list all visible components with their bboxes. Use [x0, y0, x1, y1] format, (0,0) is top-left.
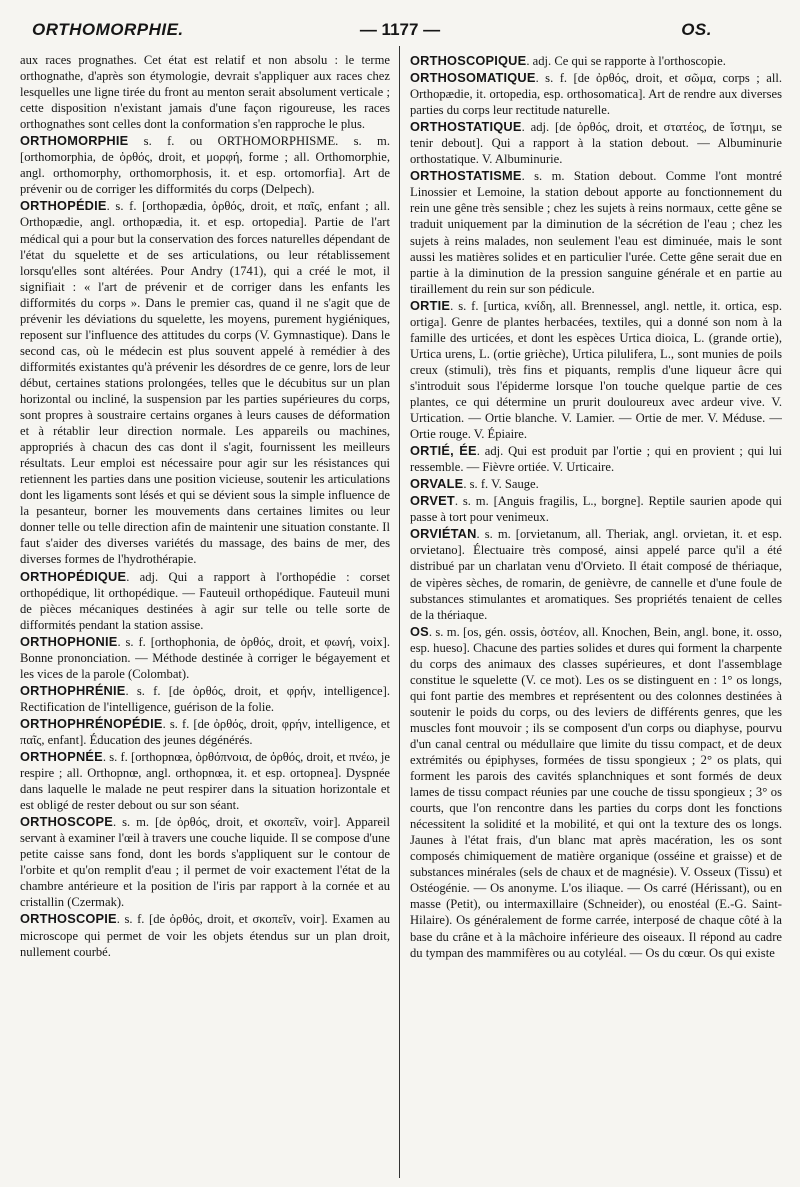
dictionary-entry [20, 133, 390, 197]
entry-continuation [20, 52, 390, 132]
entry-text: aux races prognathes. Cet état est relatif et non absolu : le terme orthognathe, d'après son étymologie, devrait s'appliquer aux races chez lesquelles une ligne tirée du front au menton serait absolument verticale ; cette disposition n'existant jamais d'une façon rigoureuse, les races orthognathes sont celles dont la conformation s'en rapproche le plus. [20, 53, 390, 132]
entry-text: . s. f. [de ὀρθός, droit, et σῶμα, corps ; all. Orthopædie, it. ortopedia, esp. orthosomatica]. Art de rendre aux diverses parties du corps leur rectitude naturelle. [410, 71, 782, 118]
entry-headword: ORTHOPHONIE [20, 633, 118, 649]
dictionary-entry [410, 443, 782, 475]
column-divider [399, 46, 400, 1178]
dictionary-entry [20, 911, 390, 959]
entry-text: . s. f. [de ὀρθός, droit, φρήν, intelligence, et παῖς, enfant]. Éducation des jeunes dégénérés. [20, 716, 390, 747]
dictionary-entry [410, 493, 782, 525]
dictionary-entry [410, 119, 782, 167]
entry-headword: ORTHOPÉDIQUE [20, 568, 127, 584]
dictionary-entry [20, 198, 390, 567]
entry-text: . adj. [de ὀρθός, droit, et στατέος, de ἵστημι, se tenir debout]. Qui a rapport à la station debout. — Albuminurie orthostatique. V. Albuminurie. [410, 120, 782, 167]
entry-headword: ORTHOPÉDIE [20, 198, 107, 214]
entry-text: . adj. Ce qui se rapporte à l'orthoscopie. [526, 54, 726, 68]
entry-text: . s. f. [orthopædia, ὀρθός, droit, et παῖς, enfant ; all. Orthopædie, angl. orthopædia, it. et esp. ortopedia]. Partie de l'art médical qui a pour but la conservation des forces naturelles dépendant de l'état du squelette et de ses articulations, ou leur rétablissement lorsqu'elles sont altérées. Pour Andry (1741), qui a créé le mot, il signifiait : « l'art de prévenir et de corriger dans les enfants les difformités du corps ». Dans le premier cas, quand il ne s'agit que de prévenir les déviations du squelette, les moyens, purement hygiéniques, reposent sur l'influence des attitudes du corps (V. Gymnastique). Dans le second cas, où le médecin est plus souvent appelé à remédier à des difformités existantes qu'à prévenir les désordres de ce genre, lors de leur début, certaines stations prolongées, telles que le décubitus sur un plan horizontal ou incliné, la suspension par les parties supérieures du corps, sont propres à soustraire certains organes à leurs causes de déformation et à rétablir leur direction normale. Les appareils ou machines, appropriés à chacun des cas dont il s'agit, fournissent les meilleurs résultats. Leur emploi est nécessaire pour agir sur les résistances qui retiennent les parties dans une position vicieuse, soutenir les articulations dont les ligaments sont lésés et qui se dévient sous la simple influence de la pesanteur, borner les mouvements dans certaines limites ou leur donner telle ou telle direction afin de maintenir une situation constante. Il faut s'aider des diverses variétés du massage, des bains de mer, des diverses formes de l'hydrothérapie. [20, 199, 390, 567]
entry-text: s. f. ou ORTHOMORPHISME. s. m. [orthomorphia, de ὀρθός, droit, et μορφή, forme ; all. Orthomorphie, angl. orthomorphy, orthomorphosis, it. et esp. ortomorfia]. Art de prévenir ou de corriger les difformités du corps (Delpech). [20, 134, 390, 197]
entry-text: . adj. Qui est produit par l'ortie ; qui en provient ; qui lui ressemble. — Fièvre ortiée. V. Urticaire. [410, 444, 782, 475]
dictionary-entry [410, 298, 782, 442]
entry-headword: ORTHOPNÉE [20, 749, 103, 765]
entry-text: . s. f. [orthopnœa, ὀρθόπνοια, de ὀρθός, droit, et πνέω, je respire ; all. Orthopnœ, angl. orthopnœa, it. et esp. ortopnea]. Dyspnée dans laquelle le malade ne peut respirer dans la situation horizontale et est obligé de rester debout ou sur son séant. [20, 750, 390, 813]
dictionary-entry [410, 624, 782, 961]
dictionary-entry [20, 814, 390, 910]
entry-headword: ORTHOSTATISME [410, 168, 522, 184]
entry-headword: ORTHOSTATIQUE [410, 119, 522, 135]
dictionary-entry [410, 53, 782, 69]
entry-headword: ORTHOPHRÉNIE [20, 682, 126, 698]
running-head-left: ORTHOMORPHIE. [32, 20, 184, 39]
entry-headword: ORTHOSCOPIQUE [410, 53, 527, 68]
entry-headword: ORTHOPHRÉNOPÉDIE [20, 715, 163, 731]
entry-headword: ORVET [410, 493, 455, 509]
entry-headword: ORTHOSCOPIE [20, 911, 117, 927]
entry-text: . s. f. [de ὀρθός, droit, et φρήν, intelligence]. Rectification de l'intelligence, guérison de la folie. [20, 683, 390, 714]
page-number: — 1177 — [359, 20, 441, 39]
entry-headword: ORTHOMORPHIE [20, 133, 129, 149]
entry-headword: OS [410, 623, 429, 639]
dictionary-entry [20, 569, 390, 633]
entry-text: . s. m. [orvietanum, all. Theriak, angl. orvietan, it. et esp. orvietano]. Électuaire très composé, ainsi appelé parce qu'il a été distribué par un charlatan venu d'Orvieto. Il était composé de thériaque, de vipères sèches, de romarin, de genièvre, de cannelle et d'une foule de substances stimulantes et aromatiques. Ses propriétés tenaient de celles de la thériaque. [410, 527, 782, 622]
entry-headword: ORTHOSOMATIQUE [410, 70, 536, 86]
dictionary-entry [20, 683, 390, 715]
entry-headword: ORTIE [410, 297, 451, 313]
entry-text: . s. m. [os, gén. ossis, ὀστέον, all. Knochen, Bein, angl. bone, it. osso, esp. hueso]. Chacune des parties solides et dures qui forment la charpente du corps des animaux des classes supérieures, et dont l'assemblage constitue le squelette (V. ce mot). Les os se distinguent en : 1° os longs, qui font partie des membres et représentent ou des colonnes destinées à soutenir le poids du corps, ou des leviers de différents genres, que les muscles font mouvoir ; ils se composent d'un corps ou diaphyse, pourvu d'un canal central ou médullaire que limite du tissu compact, et de deux extrémités ou épiphyses, formées de tissu spongieux ; 2° os plats, qui forment les parois des cavités splanchniques et sont formés de deux lames de tissu compact réunies par une couche de tissu spongieux ; 3° os courts, que l'on rencontre dans les parties du corps dont les fonctions nécessitent la solidité et la mobilité, et qui ont la texture des os longs. Jaunes à l'état frais, d'un blanc mat après macération, les os sont composés chimiquement de matière organique (osséine et graisse) et de substances minérales (sels de chaux et de magnésie). V. Osseux (Tissu) et Ostéogénie. — Os anonyme. L'os iliaque. — Os carré (Hérissant), ou en masse (Petit), ou intermaxillaire (Schneider), ou enostéal (E.-G. Saint-Hilaire). Os généralement de forme carrée, interposé de chaque côté à la base du crâne et à la mâchoire inférieure des oiseaux. Il répond au cadre du tympan des mammifères ou au cotyléal. — Os du cœur. Os qui existe [410, 624, 782, 960]
entry-text: . adj. Qui a rapport à l'orthopédie : corset orthopédique, lit orthopédique. — Fauteuil orthopédique. Fauteuil muni de pièces mécaniques destinées à agir sur telle ou telle sorte de difformités pendant la station assise. [20, 569, 390, 632]
dictionary-entry [20, 634, 390, 682]
entry-text: . s. f. [de ὀρθός, droit, et σκοπεῖν, voir]. Examen au microscope qui permet de voir les objets étendus sur un plan droit, nullement courbé. [20, 912, 390, 959]
page-header [28, 16, 772, 42]
entry-text: . s. m. [de ὀρθός, droit, et σκοπεῖν, voir]. Appareil servant à examiner l'œil à travers une couche liquide. Il se compose d'une petite caisse sans fond, dont les bords s'appliquent sur le contour de l'orbite et qu'on remplit d'eau ; il permet de voir exactement l'état de la chambre antérieure et la position de l'iris par rapport à la cornée et au cristallin (Czermak). [20, 815, 390, 910]
right-column [410, 52, 782, 1180]
entry-headword: ORVIÉTAN [410, 526, 477, 542]
entry-headword: ORTHOSCOPE [20, 814, 114, 830]
dictionary-entry [410, 526, 782, 622]
entry-text: . s. m. Station debout. Comme l'ont montré Linossier et Lemoine, la station debout apporte au fonctionnement du rein une gêne très sensible ; chez les sujets à reins normaux, cette gêne se traduit uniquement par la diminution de la sécrétion de l'eau ; chez les sujets à reins malades, non seulement l'eau est diminuée, mais le sont aussi les matières solides et en particulier l'urée. Cette gêne serait due en partie à la diminution de la pression sanguine générale et en partie au tiraillement du rein sur son pédicule. [410, 169, 782, 296]
dictionary-entry [410, 70, 782, 118]
dictionary-entry [410, 168, 782, 296]
entry-headword: ORTIÉ, ÉE [410, 443, 477, 459]
dictionary-entry [20, 749, 390, 813]
entry-text: . s. m. [Anguis fragilis, L., borgne]. Reptile saurien apode qui passe à tort pour venimeux. [410, 494, 782, 525]
running-head-right: OS. [681, 20, 712, 39]
left-column [20, 52, 390, 1180]
entry-headword: ORVALE [410, 476, 464, 492]
entry-text: . s. f. [orthophonia, de ὀρθός, droit, et φωνή, voix]. Bonne prononciation. — Méthode destinée à corriger le bégayement et les vices de la parole (Colombat). [20, 634, 390, 681]
dictionary-entry [20, 716, 390, 748]
dictionary-entry [410, 476, 782, 492]
entry-text: . s. f. [urtica, κνίδη, all. Brennessel, angl. nettle, it. ortica, esp. ortiga]. Genre de plantes herbacées, textiles, qui a donné son nom à la famille des urticées, et dont les espèces Urtica dioica, L. (grande ortie), Urtica urens, L. (ortie grièche), Urtica pilulifera, L., sont munies de poils creux (stimuli), très fins et piquants, remplis d'une liqueur âcre qui s'introduit sous l'épiderme lorsque l'on touche quelque partie de ces plantes, ce qui détermine un prurit douloureux avec ardeur vive. V. Urtication. — Ortie blanche. V. Lamier. — Ortie de mer. V. Méduse. — Ortie rouge. V. Épiaire. [410, 298, 782, 442]
entry-text: . s. f. V. Sauge. [463, 477, 539, 492]
